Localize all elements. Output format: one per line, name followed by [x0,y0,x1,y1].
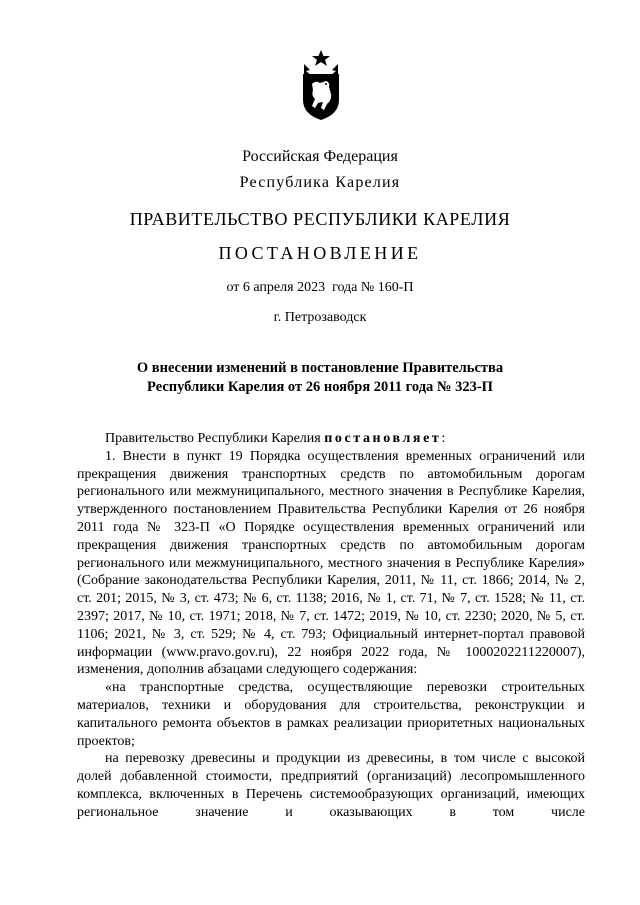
body-paragraph: на перевозку древесины и продукции из древесины, в том числе с высокой долей добавленной стоимости, предприятий (организаций) лесопромышленного комплекса, включенных в Перечень системообразующих организаций, имеющих региональное значение и оказывающих в том числе [77,751,585,820]
header-country: Российская Федерация [242,148,398,165]
document-title-line-1: О внесении изменений в постановление Правительства [136,360,504,376]
header-government: ПРАВИТЕЛЬСТВО РЕСПУБЛИКИ КАРЕЛИЯ [129,209,511,229]
header-doc-type: ПОСТАНОВЛЕНИЕ [218,243,422,263]
body-paragraph: 1. Внести в пункт 19 Порядка осуществления временных ограничений или прекращения движения транспортных средств по автомобильным дорогам регионального или межмуниципального, местного значения в Республике Карелия, утвержденного постановлением Правительства Республики Карелия от 26 ноября 2011 года № 323-П «О Порядке осуществления временных ограничений или прекращения движения транспортных средств по автомобильным дорогам регионального или межмуниципального, местного значения в Республике Карелия» (Собрание законодательства Республики Карелия, 2011, № 11, ст. 1866; 2014, № 2, ст. 201; 2015, № 3, ст. 473; № 6, ст. 1138; 2016, № 1, ст. 71, № 7, ст. 1528; № 11, ст. 2397; 2017, № 10, ст. 1971; 2018, № 7, ст. 1472; 2019, № 10, ст. 2230; 2020, № 5, ст. 1106; 2021, № 3, ст. 529; № 4, ст. 793; Официальный интернет-портал правовой информации (www.pravo.gov.ru), 22 ноября 2022 года, № 1000202211220007), изменения, дополнив абзацами следующего содержания: [77,448,585,678]
document-title [0,359,640,397]
document-body [77,430,585,822]
preamble-paragraph [77,430,585,448]
karelia-coat-of-arms-icon [296,50,346,122]
header-city: г. Петрозаводск [273,310,367,325]
preamble-start: Правительство Республики Карелия [105,431,325,446]
preamble-decree-word: постановляет [324,431,442,446]
header-date-number: от 6 апреля 2023 года № 160-П [226,280,414,295]
document-title-line-2: Республики Карелия от 26 ноября 2011 года № 323-П [147,379,493,395]
preamble-end: : [441,431,446,446]
header-republic: Республика Карелия [239,174,401,191]
body-paragraph: «на транспортные средства, осуществляющие перевозки строительных материалов, техники и оборудования для строительства, реконструкции и капитального ремонта объектов в рамках реализации приоритетных национальных проектов; [77,680,585,749]
